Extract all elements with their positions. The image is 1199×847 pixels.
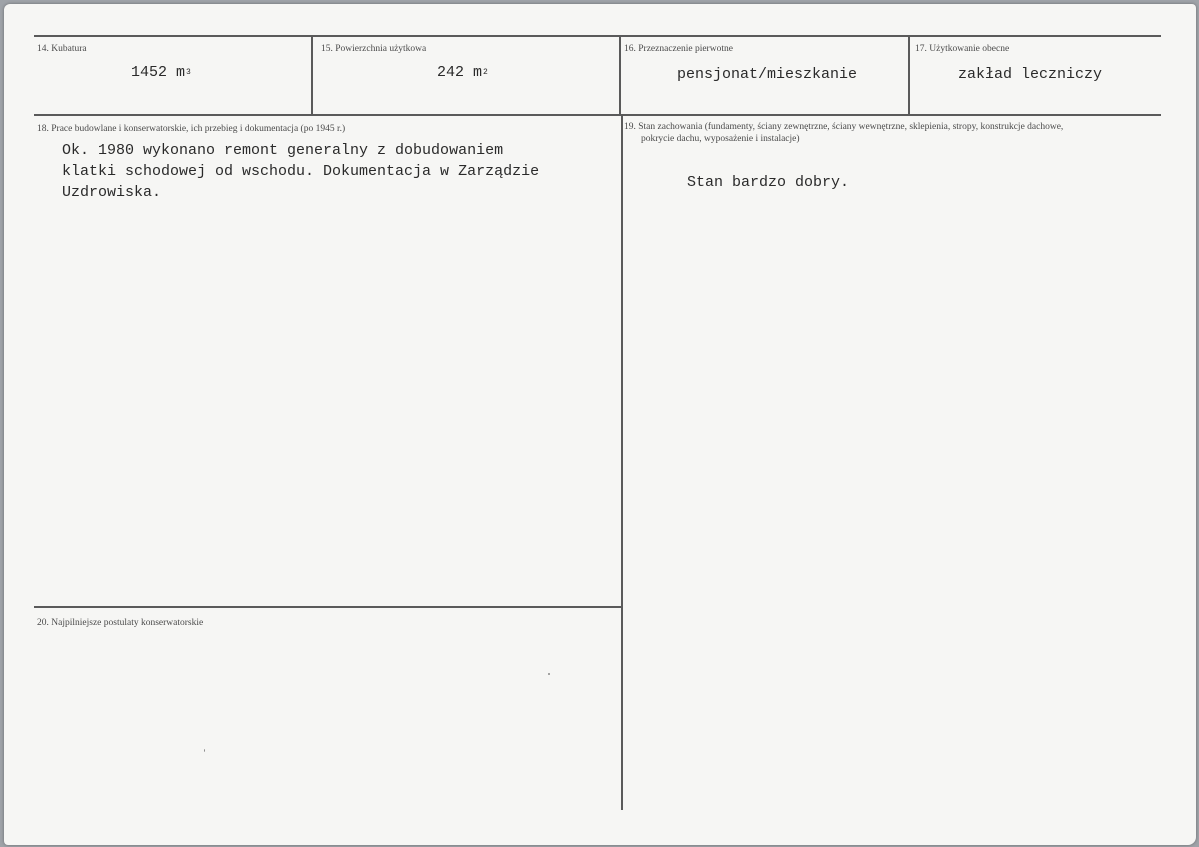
field-16-value: pensjonat/mieszkanie xyxy=(677,66,858,83)
divider-14-15 xyxy=(311,35,313,115)
field-16-label: 16. Przeznaczenie pierwotne xyxy=(624,44,733,54)
field-17-value: zakład leczniczy xyxy=(958,66,1103,83)
divider-18-19 xyxy=(621,114,623,810)
divider-18-20 xyxy=(34,606,622,608)
field-18-value: Ok. 1980 wykonano remont generalny z dobudowaniem klatki schodowej od wschodu. Dokumentacja w Zarządzie Uzdrowiska. xyxy=(62,142,540,201)
paper-speck xyxy=(204,749,205,752)
divider-16-17 xyxy=(908,35,910,115)
field-18-label: 18. Prace budowlane i konserwatorskie, ich przebieg i dokumentacja (po 1945 r.) xyxy=(37,124,346,134)
row1-bottom-line xyxy=(34,114,1161,116)
field-19-label-line2: pokrycie dachu, wyposażenie i instalacje) xyxy=(641,134,800,144)
field-20-label: 20. Najpilniejsze postulaty konserwatorskie xyxy=(37,618,204,628)
field-14-label: 14. Kubatura xyxy=(37,44,87,54)
field-19-value: Stan bardzo dobry. xyxy=(687,174,850,191)
field-14-unit: 3 xyxy=(186,68,191,77)
paper-speck xyxy=(548,673,550,675)
field-17-label: 17. Użytkowanie obecne xyxy=(915,44,1010,54)
inventory-card xyxy=(4,4,1196,845)
divider-15-16 xyxy=(619,35,621,115)
field-15-label: 15. Powierzchnia użytkowa xyxy=(321,44,427,54)
field-14-value: 1452 $m^3$ xyxy=(131,64,191,81)
top-border-line xyxy=(34,35,1161,37)
field-19-label-line1: 19. Stan zachowania (fundamenty, ściany zewnętrzne, ściany wewnętrzne, sklepienia, stropy, konstrukcje dachowe, xyxy=(624,122,1064,132)
field-15-value: 242 $m^2$ xyxy=(437,64,488,81)
field-15-unit: 2 xyxy=(483,68,488,77)
